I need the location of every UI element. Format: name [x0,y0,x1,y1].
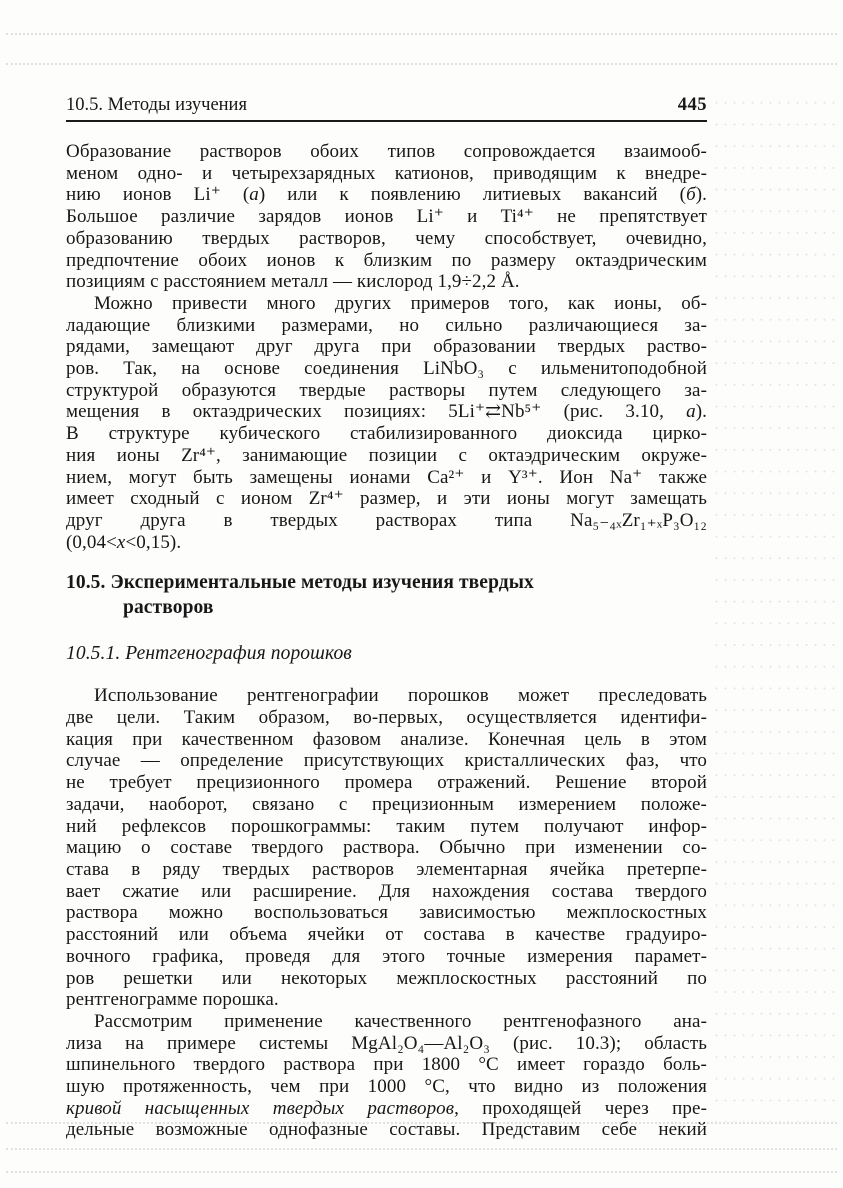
text-segment: ров. Так, на основе соединения LiNbO₃ с ильменитоподобной [66,358,707,380]
text-segment: ний рефлексов порошкограммы: таким путем получают инфор- [66,815,707,837]
text-line [66,358,707,380]
text-segment: предпочтение обоих ионов к близким по размеру октаэдрическим [66,249,707,271]
text-segment: нием, могут быть замещены ионами Ca²⁺ и Y³⁺. Ион Na⁺ также [66,466,707,488]
text-line [66,1011,707,1033]
text-line [66,1098,707,1120]
text-segment: мещения в октаэдрических позициях: 5Li⁺⇄Nb⁵⁺ (рис. 3.10, [66,401,687,423]
text-line [66,250,707,272]
heading [66,570,707,620]
text-segment: расстояний или объема ячейки от состава в качестве градуиро- [66,924,707,946]
text-segment: В структуре кубического стабилизированного диоксида цирко- [66,423,707,445]
scan-noise-line [6,1148,837,1150]
italic-text-segment: а [249,184,259,206]
text-line [66,467,707,489]
text-segment: меном одно- и четырехзарядных катионов, приводящим к внедре- [66,162,707,184]
text-segment: нию ионов Li⁺ ( [66,184,250,206]
paragraph [66,685,707,1011]
text-line [66,510,707,532]
text-segment: Можно привести много других примеров того, как ионы, об- [94,292,707,314]
text-segment: ния ионы Zr⁴⁺, занимающие позиции с октаэдрическим окруже- [66,444,707,466]
text-line [66,271,707,293]
text-segment: раствора можно воспользоваться зависимостью межплоскостных [66,902,707,924]
text-line [66,380,707,402]
text-line [66,315,707,337]
text-segment: позициям с расстоянием металл — кислород 1,9÷2,2 Å. [66,271,520,293]
running-header [66,95,707,122]
text-line [66,859,707,881]
text-line [66,794,707,816]
text-line [66,1054,707,1076]
text-segment: (0,04< [66,531,117,553]
text-line [66,1119,707,1141]
text-line [66,750,707,772]
text-line [66,968,707,990]
text-segment: друг друга в твердых растворах типа Na₅₋₄ₓZr₁₊ₓP₃O₁₂ [66,509,707,531]
text-line [66,532,707,554]
text-segment: задачи, наоборот, связано с прецизионным измерением положе- [66,793,707,815]
text-line [66,902,707,924]
text-line [66,685,707,707]
subheading [66,642,707,665]
scan-noise-dots [712,92,837,1122]
text-segment: шую протяженность, чем при 1000 °C, что видно из положения [66,1076,707,1098]
text-segment: става в ряду твердых растворов элементарная ячейка претерпе- [66,858,707,880]
text-segment: ) или к появлению литиевых вакансий ( [258,184,687,206]
text-line [66,816,707,838]
text-segment: Образование растворов обоих типов сопровождается взаимооб- [66,141,707,162]
text-segment: случае — определение присутствующих кристаллических фаз, что [66,750,707,772]
text-segment: кация при качественном фазовом анализе. Конечная цель в этом [66,728,707,750]
text-segment: две цели. Таким образом, во-первых, осуществляется идентифи- [66,707,707,729]
text-segment: структурой образуются твердые растворы путем следующего за- [66,379,707,401]
text-segment: ладающие близкими размерами, но сильно различающиеся за- [66,314,707,336]
text-line [66,595,707,620]
scan-noise-line [6,63,837,65]
text-segment: лиза на примере системы MgAl₂O₄—Al₂O₃ (рис. 10.3); область [66,1032,707,1054]
text-segment: Большое различие зарядов ионов Li⁺ и Ti⁴⁺ не препятствует [66,206,707,228]
text-line [66,141,707,163]
text-segment: , проходящей через пре- [454,1097,707,1119]
text-line [66,206,707,228]
text-line [66,881,707,903]
text-segment: ). [695,184,708,206]
text-segment: вочного графика, проведя для этого точные измерения парамет- [66,945,707,967]
text-segment: рентгенограмме порошка. [66,989,279,1011]
text-segment: Рассмотрим применение качественного рентгенофазного ана- [94,1010,707,1032]
paragraph [66,293,707,553]
text-line [66,772,707,794]
text-line [66,946,707,968]
text-segment: дельные возможные однофазные составы. Представим себе некий [66,1119,707,1141]
text-line [66,642,707,665]
text-line [66,423,707,445]
text-line [66,1033,707,1055]
text-segment: 10.5.1. Рентгенография порошков [66,643,352,665]
text-segment: мацию о составе твердого раствора. Обычно при изменении со- [66,837,707,859]
page-number: 445 [677,95,707,115]
text-segment: ). [695,401,707,423]
text-line [66,228,707,250]
scan-noise-line [6,33,837,35]
text-segment: Использование рентгенографии порошков может преследовать [94,685,707,707]
text-segment: не требует прецизионного промера отражений. Решение второй [66,772,707,794]
text-segment: вает сжатие или расширение. Для нахождения состава твердого [66,880,707,902]
text-segment: шпинельного твердого раствора при 1800 °C имеет гораздо боль- [66,1054,707,1076]
text-segment: <0,15). [125,531,182,553]
text-segment: образованию твердых растворов, чему способствует, очевидно, [66,227,707,249]
text-line [66,488,707,510]
paragraph [66,1011,707,1141]
text-line [66,924,707,946]
text-line [66,401,707,423]
running-header-title: 10.5. Методы изучения [66,95,247,115]
text-segment: рядами, замещают друг друга при образовании твердых раство- [66,336,707,358]
italic-text-segment: а [686,401,696,423]
text-line [66,989,707,1011]
text-line [66,837,707,859]
paragraph [66,141,707,293]
text-line [66,707,707,729]
text-line [66,1076,707,1098]
text-line [66,184,707,206]
italic-text-segment: x [116,531,126,553]
text-segment: имеет сходный с ионом Zr⁴⁺ размер, и эти ионы могут замещать [66,488,707,510]
italic-text-segment: б [686,184,696,206]
text-line [66,729,707,751]
text-segment: растворов [123,597,214,619]
text-line [66,336,707,358]
text-line [66,445,707,467]
text-segment: ров решетки или некоторых межплоскостных расстояний по [66,967,707,989]
text-line [66,570,707,595]
scan-noise-line [6,1171,837,1173]
text-line [66,293,707,315]
text-line [66,163,707,185]
text-body [66,141,707,1141]
italic-text-segment: кривой насыщенных твердых растворов [66,1097,455,1119]
text-segment: 10.5. Экспериментальные методы изучения твердых [66,572,534,594]
